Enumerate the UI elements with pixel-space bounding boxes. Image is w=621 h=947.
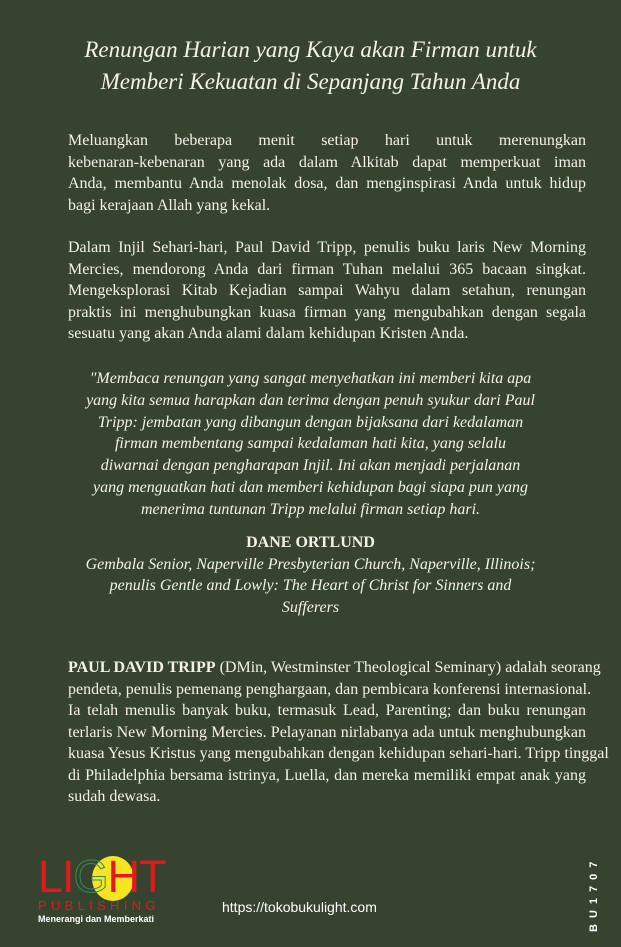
intro-paragraph: Meluangkan beberapa menit setiap hari untuk merenungkan kebenaran-kebenaran yang ada dalam Alkitab dapat memperkuat iman Anda, membantu Anda menolak dosa, dan menginspirasi Anda untuk hidup bagi kerajaan Allah yang kekal. <box>68 132 586 214</box>
description-paragraph: Dalam Injil Sehari-hari, Paul David Tripp, penulis buku laris New Morning Mercies, mendorong Anda dari firman Tuhan melalui 365 bacaan singkat. Mengeksplorasi Kitab Kejadian sampai Wahyu dalam setahun, renungan praktis ini menghubungkan kuasa firman yang mengubahkan dengan segala sesuatu yang akan Anda alami dalam kehidupan Kristen Anda. <box>68 239 586 342</box>
product-code: BU1707 <box>588 855 600 932</box>
cover-title: Renungan Harian yang Kaya akan Firman untuk Memberi Kekuatan di Sepanjang Tahun Anda <box>84 37 537 94</box>
endorser-name: DANE ORTLUND <box>246 534 375 551</box>
endorsement-quote: "Membaca renungan yang sangat menyehatkan ini memberi kita apa yang kita semua harapkan dan terima dengan penuh syukur dari Paul Tripp: jembatan yang dibangun dengan bijaksana dari kedalaman firman membentang sampai kedalaman hati kita, yang selalu diwarnai dengan pengharapan Injil. Ini akan menjadi perjalanan yang menguatkan hati dan memberi kehidupan bagi siapa pun yang menerima tuntunan Tripp melalui firman setiap hari. <box>86 370 535 518</box>
author-bio: PAUL DAVID TRIPP (DMin, Westminster Theological Seminary) adalah seorang pendeta, penulis pemenang penghargaan, dan pembicara konferensi internasional. Ia telah menulis banyak buku, termasuk Lead, Parenting; dan buku renungan terlaris New Morning Mercies. Pelayanan nirlabanya ada untuk menghubungkan kuasa Yesus Kristus yang mengubahkan dengan kehidupan sehari-hari. Tripp tinggal di Philadelphia bersama istrinya, Luella, dan mereka memiliki empat anak yang sudah dewasa. <box>68 659 609 805</box>
website-url: https://tokobukulight.com <box>222 899 377 915</box>
author-name: PAUL DAVID TRIPP <box>68 659 216 676</box>
publisher-logo: LIGHT PUBLISHING Menerangi dan Memberkati <box>38 851 166 924</box>
endorser: DANE ORTLUND Gembala Senior, Naperville Presbyterian Church, Naperville, Illinois; penulis Gentle and Lowly: The Heart of Christ for Sinners and Sufferers <box>0 532 621 618</box>
